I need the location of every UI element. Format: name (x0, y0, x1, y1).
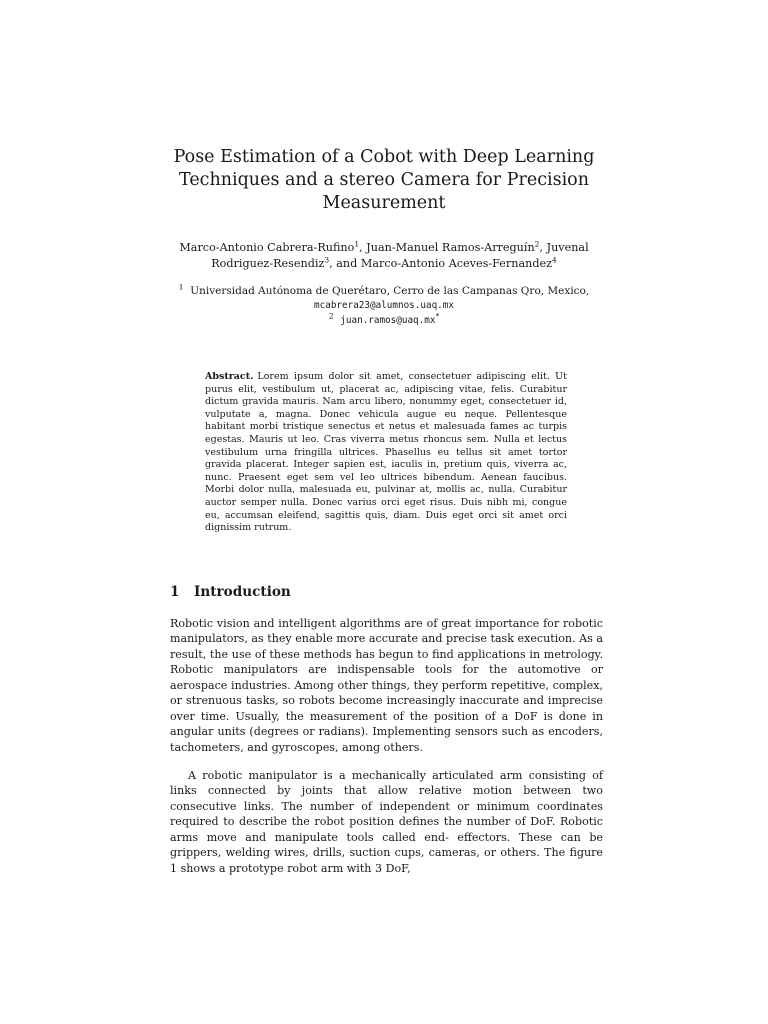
author-separator: , (539, 241, 547, 254)
affiliation-mark: 1 (178, 282, 184, 292)
author-mark: 4 (552, 254, 557, 264)
abstract-text: Lorem ipsum dolor sit amet, consectetuer adipiscing elit. Ut purus elit, vestibulum ut, placerat ac, adipiscing vitae, felis. Curabitur dictum gravida mauris. Nam arcu libero, nonummy eget, consectetuer id, vulputate a, magna. Donec vehicula augue eu neque. Pellentesque habitant morbi tristique senectus et netus et malesuada fames ac turpis egestas. Mauris ut leo. Cras viverra metus rhoncus sem. Nulla et lectus vestibulum urna fringilla ultrices. Phasellus eu tellus sit amet tortor gravida placerat. Integer sapien est, iaculis in, pretium quis, viverra ac, nunc. Praesent eget sem vel leo ultrices bibendum. Aenean faucibus. Morbi dolor nulla, malesuada eu, pulvinar at, mollis ac, nulla. Curabitur auctor semper nulla. Donec varius orci eget risus. Duis nibh mi, congue eu, accumsan eleifend, sagittis quis, diam. Duis eget orci sit amet orci dignissim rutrum. (205, 371, 567, 534)
email-mark: 2 (328, 311, 334, 321)
affiliation-block (160, 284, 608, 329)
abstract-label: Abstract. (205, 371, 254, 382)
affiliation-text: Universidad Autónoma de Querétaro, Cerro de las Campanas Qro, Mexico, (190, 285, 590, 297)
author-mark: 3 (324, 254, 330, 264)
section-heading (170, 583, 291, 601)
abstract (205, 371, 567, 535)
author-mark: 2 (534, 239, 540, 249)
body-paragraph: A robotic manipulator is a mechanically articulated arm consisting of links connected by joints that allow relative motion between two consecutive links. The number of independent or minimum coordinates required to describe the robot position defines the number of DoF. Robotic arms move and manipulate tools called end- effectors. These can be grippers, welding wires, drills, suction cups, cameras, or others. The figure 1 shows a prototype robot arm with 3 DoF, (170, 769, 603, 875)
email-link[interactable]: mcabrera23@alumnos.uaq.mx (314, 299, 454, 311)
section-number: 1 (170, 584, 180, 600)
email-line (160, 313, 608, 329)
author-mark: 1 (354, 239, 360, 249)
author-separator: , and (329, 256, 361, 270)
affiliation-line (160, 284, 608, 299)
author-name: Juan-Manuel Ramos-Arreguín (366, 241, 535, 254)
author-name: Marco-Antonio Cabrera-Rufino (179, 241, 355, 254)
author-name: Juvenal Rodriguez-Resendiz (211, 241, 589, 270)
author-name: Marco-Antonio Aceves-Fernandez (360, 256, 553, 270)
body-paragraph: Robotic vision and intelligent algorithms are of great importance for robotic manipulators, as they enable more accurate and precise task execution. As a result, the use of these methods has begun to find applications in metrology. Robotic manipulators are indispensable tools for the automotive or aerospace industries. Among other things, they perform repetitive, complex, or strenuous tasks, so robots become increasingly inaccurate and imprecise over time. Usually, the measurement of the position of a DoF is done in angular units (degrees or radians). Implementing sensors such as encoders, tachometers, and gyroscopes, among others. (170, 617, 603, 754)
corresponding-mark: * (435, 311, 440, 321)
section-title: Introduction (194, 584, 291, 600)
author-separator: , (359, 241, 367, 254)
author-list (160, 240, 608, 271)
email-link[interactable]: juan.ramos@uaq.mx (340, 315, 436, 326)
paper-title: Pose Estimation of a Cobot with Deep Learning Techniques and a stereo Camera for Precision Measurement (173, 147, 595, 213)
